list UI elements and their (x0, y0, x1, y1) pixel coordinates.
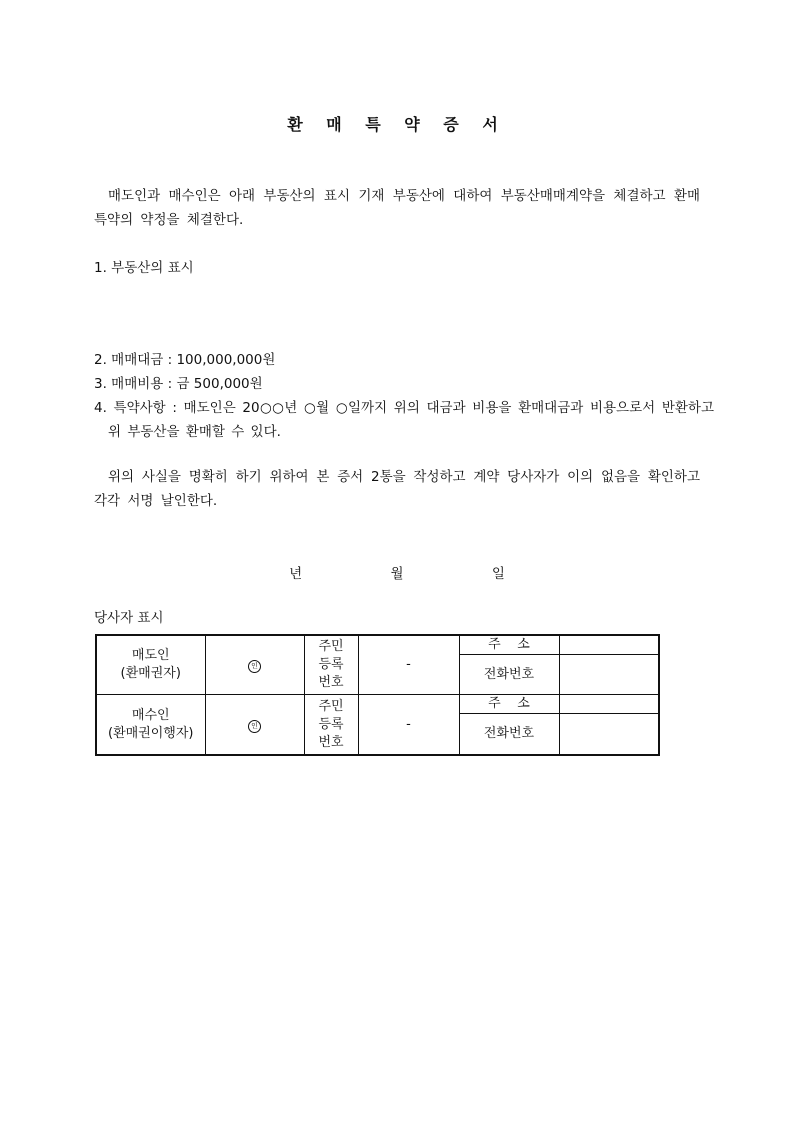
role-sub: (환매권자) (120, 666, 181, 682)
reg-label-cell (304, 635, 358, 695)
address-label: 주 소 (459, 635, 559, 655)
phone-value-cell[interactable] (559, 655, 659, 695)
reg-label-line: 등록 (318, 657, 344, 673)
section-sale-price: 2. 매매대금 : 100,000,000원 (94, 352, 276, 368)
name-seal-cell[interactable] (205, 635, 304, 695)
role-cell (96, 635, 205, 695)
role-name: 매수인 (131, 707, 170, 723)
role-cell (96, 695, 205, 755)
closing-paragraph: 위의 사실을 명확히 하기 위하여 본 증서 2통을 작성하고 계약 당사자가 이의 없음을 확인하고 각각 서명 날인한다. (94, 469, 700, 509)
address-value-cell[interactable] (559, 695, 659, 714)
date-month: 월 (390, 566, 404, 582)
reg-value-cell[interactable]: - (358, 695, 459, 755)
seal-icon: 인 (248, 720, 261, 733)
document-title: 환 매 특 약 증 서 (287, 115, 507, 134)
phone-value-cell[interactable] (559, 714, 659, 755)
section-sale-cost: 3. 매매비용 : 금 500,000원 (94, 376, 263, 392)
role-name: 매도인 (131, 648, 170, 664)
role-sub: (환매권이행자) (108, 725, 194, 741)
reg-label-cell (304, 695, 358, 755)
table-row (96, 695, 659, 714)
reg-label-line: 주민 (318, 639, 344, 655)
party-heading: 당사자 표시 (94, 610, 164, 626)
date-year: 년 (289, 566, 303, 582)
table-row (96, 635, 659, 655)
reg-label-line: 등록 (318, 716, 344, 732)
date-day: 일 (491, 566, 505, 582)
section-property-heading: 1. 부동산의 표시 (94, 260, 194, 276)
phone-label: 전화번호 (459, 714, 559, 755)
address-value-cell[interactable] (559, 635, 659, 655)
party-table (95, 634, 660, 756)
phone-label: 전화번호 (459, 655, 559, 695)
reg-label-line: 주민 (318, 698, 344, 714)
address-label: 주 소 (459, 695, 559, 714)
seal-icon: 인 (248, 660, 261, 673)
date-line (0, 562, 794, 582)
name-seal-cell[interactable] (205, 695, 304, 755)
reg-value-cell[interactable]: - (358, 635, 459, 695)
intro-paragraph: 매도인과 매수인은 아래 부동산의 표시 기재 부동산에 대하여 부동산매매계약을 체결하고 환매특약의 약정을 체결한다. (94, 188, 700, 228)
reg-label-line: 번호 (318, 734, 344, 750)
reg-label-line: 번호 (318, 675, 344, 691)
section-special-terms: 4. 특약사항 : 매도인은 20○○년 ○월 ○일까지 위의 대금과 비용을 환매대금과 비용으로서 반환하고 위 부동산을 환매할 수 있다. (94, 400, 714, 440)
